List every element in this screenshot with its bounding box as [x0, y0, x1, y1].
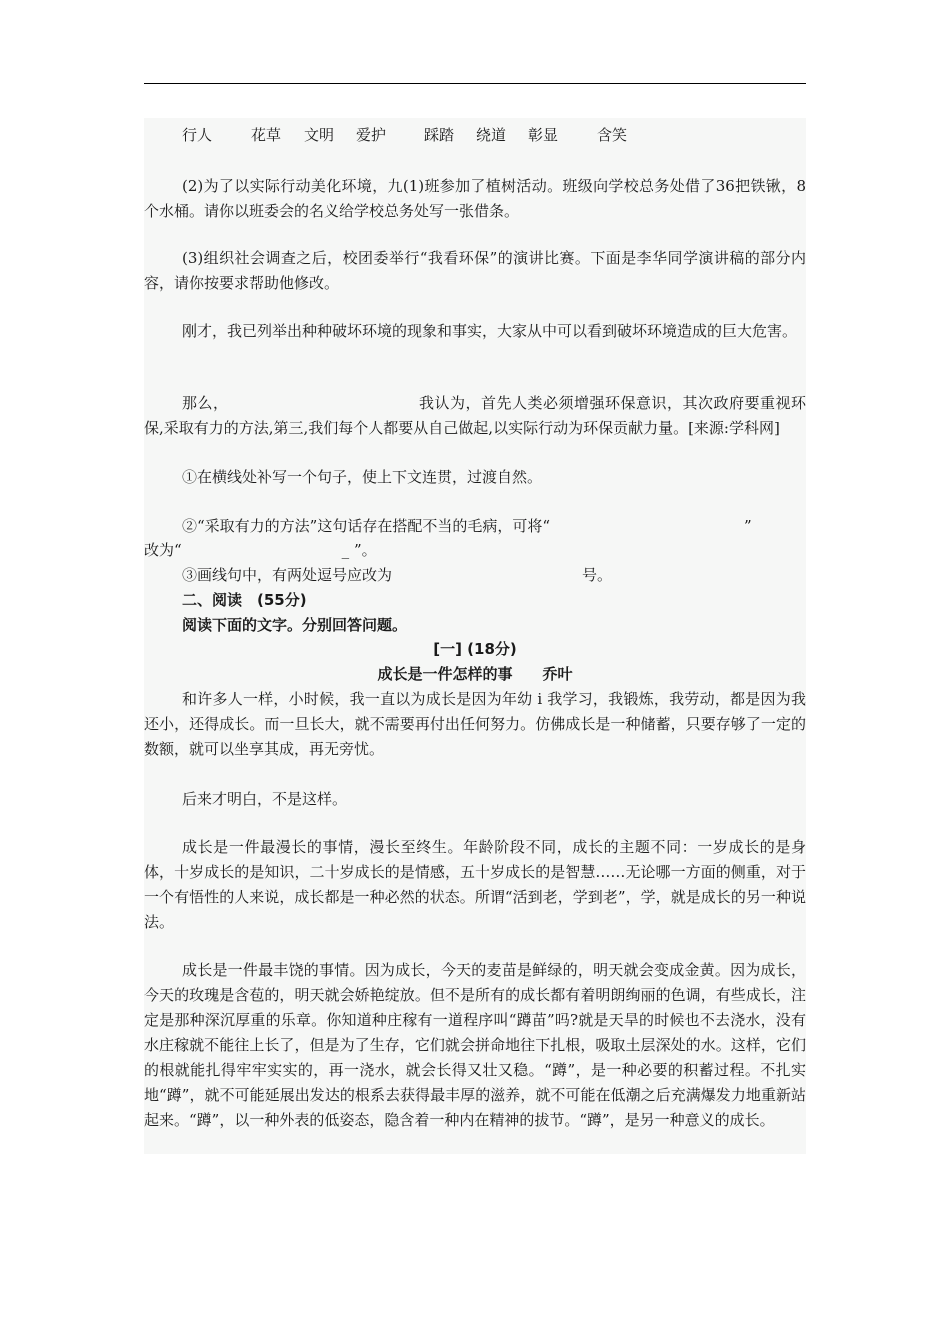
word-item: 行人	[182, 126, 213, 144]
task-3-text: ③画线句中，有两处逗号应改为	[182, 566, 393, 584]
question-2: (2)为了以实际行动美化环境，九(1)班参加了植树活动。班级向学校总务处借了36把铁锹，8个水桶。请你以班委会的名义给学校总务处写一张借条。	[144, 177, 806, 220]
word-item: 踩踏	[424, 126, 455, 144]
word-item: 爱护	[356, 126, 387, 144]
task-2-line-1	[144, 515, 806, 537]
task-3	[144, 564, 806, 586]
word-item: 文明	[304, 126, 335, 144]
speech-body: 我认为，首先人类必须增强环保意识，其次政府要重视环保,采取有力的方法,第三,我们每个人都要从自己做起,以实际行动为环保贡献力量。[来源:学科网]	[144, 394, 806, 437]
task-2-text: ②“采取有力的方法”这句话存在搭配不当的毛病，可将“	[182, 517, 551, 535]
word-item: 花草	[251, 126, 282, 144]
article-paragraph: 后来才明白，不是这样。	[182, 790, 348, 808]
task-1: ①在横线处补写一个句子，使上下文连贯，过渡自然。	[182, 468, 543, 486]
word-item: 绕道	[476, 126, 507, 144]
word-item: 彰显	[528, 126, 559, 144]
speech-paragraph-1: 刚才，我已列举出种种破坏环境的现象和事实，大家从中可以看到破坏环境造成的巨大危害。	[182, 322, 798, 340]
task-2-quote-end: ”	[744, 517, 752, 535]
part-heading: [一] (18分)	[433, 640, 517, 658]
task-2-text: _ ”。	[341, 541, 377, 559]
task-2-text: 改为“	[144, 541, 182, 559]
article-paragraph: 成长是一件最漫长的事情，漫长至终生。年龄阶段不同，成长的主题不同：一岁成长的是身体，十岁成长的是知识，二十岁成长的是情感，五十岁成长的是智慧……无论哪一方面的侧重，对于一个有悟性的人来说，成长都是一种必然的状态。所谓“活到老，学到老”，学，就是成长的另一种说法。	[144, 838, 806, 931]
article-paragraph: 和许多人一样，小时候，我一直以为成长是因为年幼 i 我学习，我锻炼，我劳动，都是因为我还小，还得成长。而一旦长大，就不需要再付出任何努力。仿佛成长是一种储蓄，只要存够了一定的数额，就可以坐享其成，再无旁忧。	[144, 690, 806, 758]
document-body	[144, 118, 806, 1154]
question-3: (3)组织社会调查之后，校团委举行“我看环保”的演讲比赛。下面是李华同学演讲稿的部分内容，请你按要求帮助他修改。	[144, 249, 806, 292]
section-heading: 二、阅读 (55分)	[182, 591, 307, 609]
task-2-line-2	[144, 539, 806, 561]
task-3-text: 号。	[582, 566, 613, 584]
speech-paragraph-2	[144, 391, 806, 441]
article-paragraph: 成长是一件最丰饶的事情。因为成长，今天的麦苗是鲜绿的，明天就会变成金黄。因为成长，今天的玫瑰是含苞的，明天就会娇艳绽放。但不是所有的成长都有着明朗绚丽的色调，有些成长，注定是那种深沉厚重的乐章。你知道种庄稼有一道程序叫“蹲苗”吗?就是天旱的时候也不去浇水，没有水庄稼就不能往上长了，但是为了生存，它们就会拼命地往下扎根，吸取土层深处的水。这样，它们的根就能扎得牢牢实实的，再一浇水，就会长得又壮又稳。“蹲”，是一种必要的积蓄过程。不扎实地“蹲”，就不可能延展出发达的根系去获得最丰厚的滋养，就不可能在低潮之后充满爆发力地重新站起来。“蹲”，以一种外表的低姿态，隐含着一种内在精神的拔节。“蹲”，是另一种意义的成长。	[144, 961, 806, 1129]
word-item: 含笑	[597, 126, 628, 144]
header-rule	[144, 83, 806, 84]
reading-instruction: 阅读下面的文字。分别回答问题。	[182, 616, 408, 634]
speech-lead: 那么，	[182, 394, 229, 412]
article-title: 成长是一件怎样的事 乔叶	[377, 665, 573, 683]
